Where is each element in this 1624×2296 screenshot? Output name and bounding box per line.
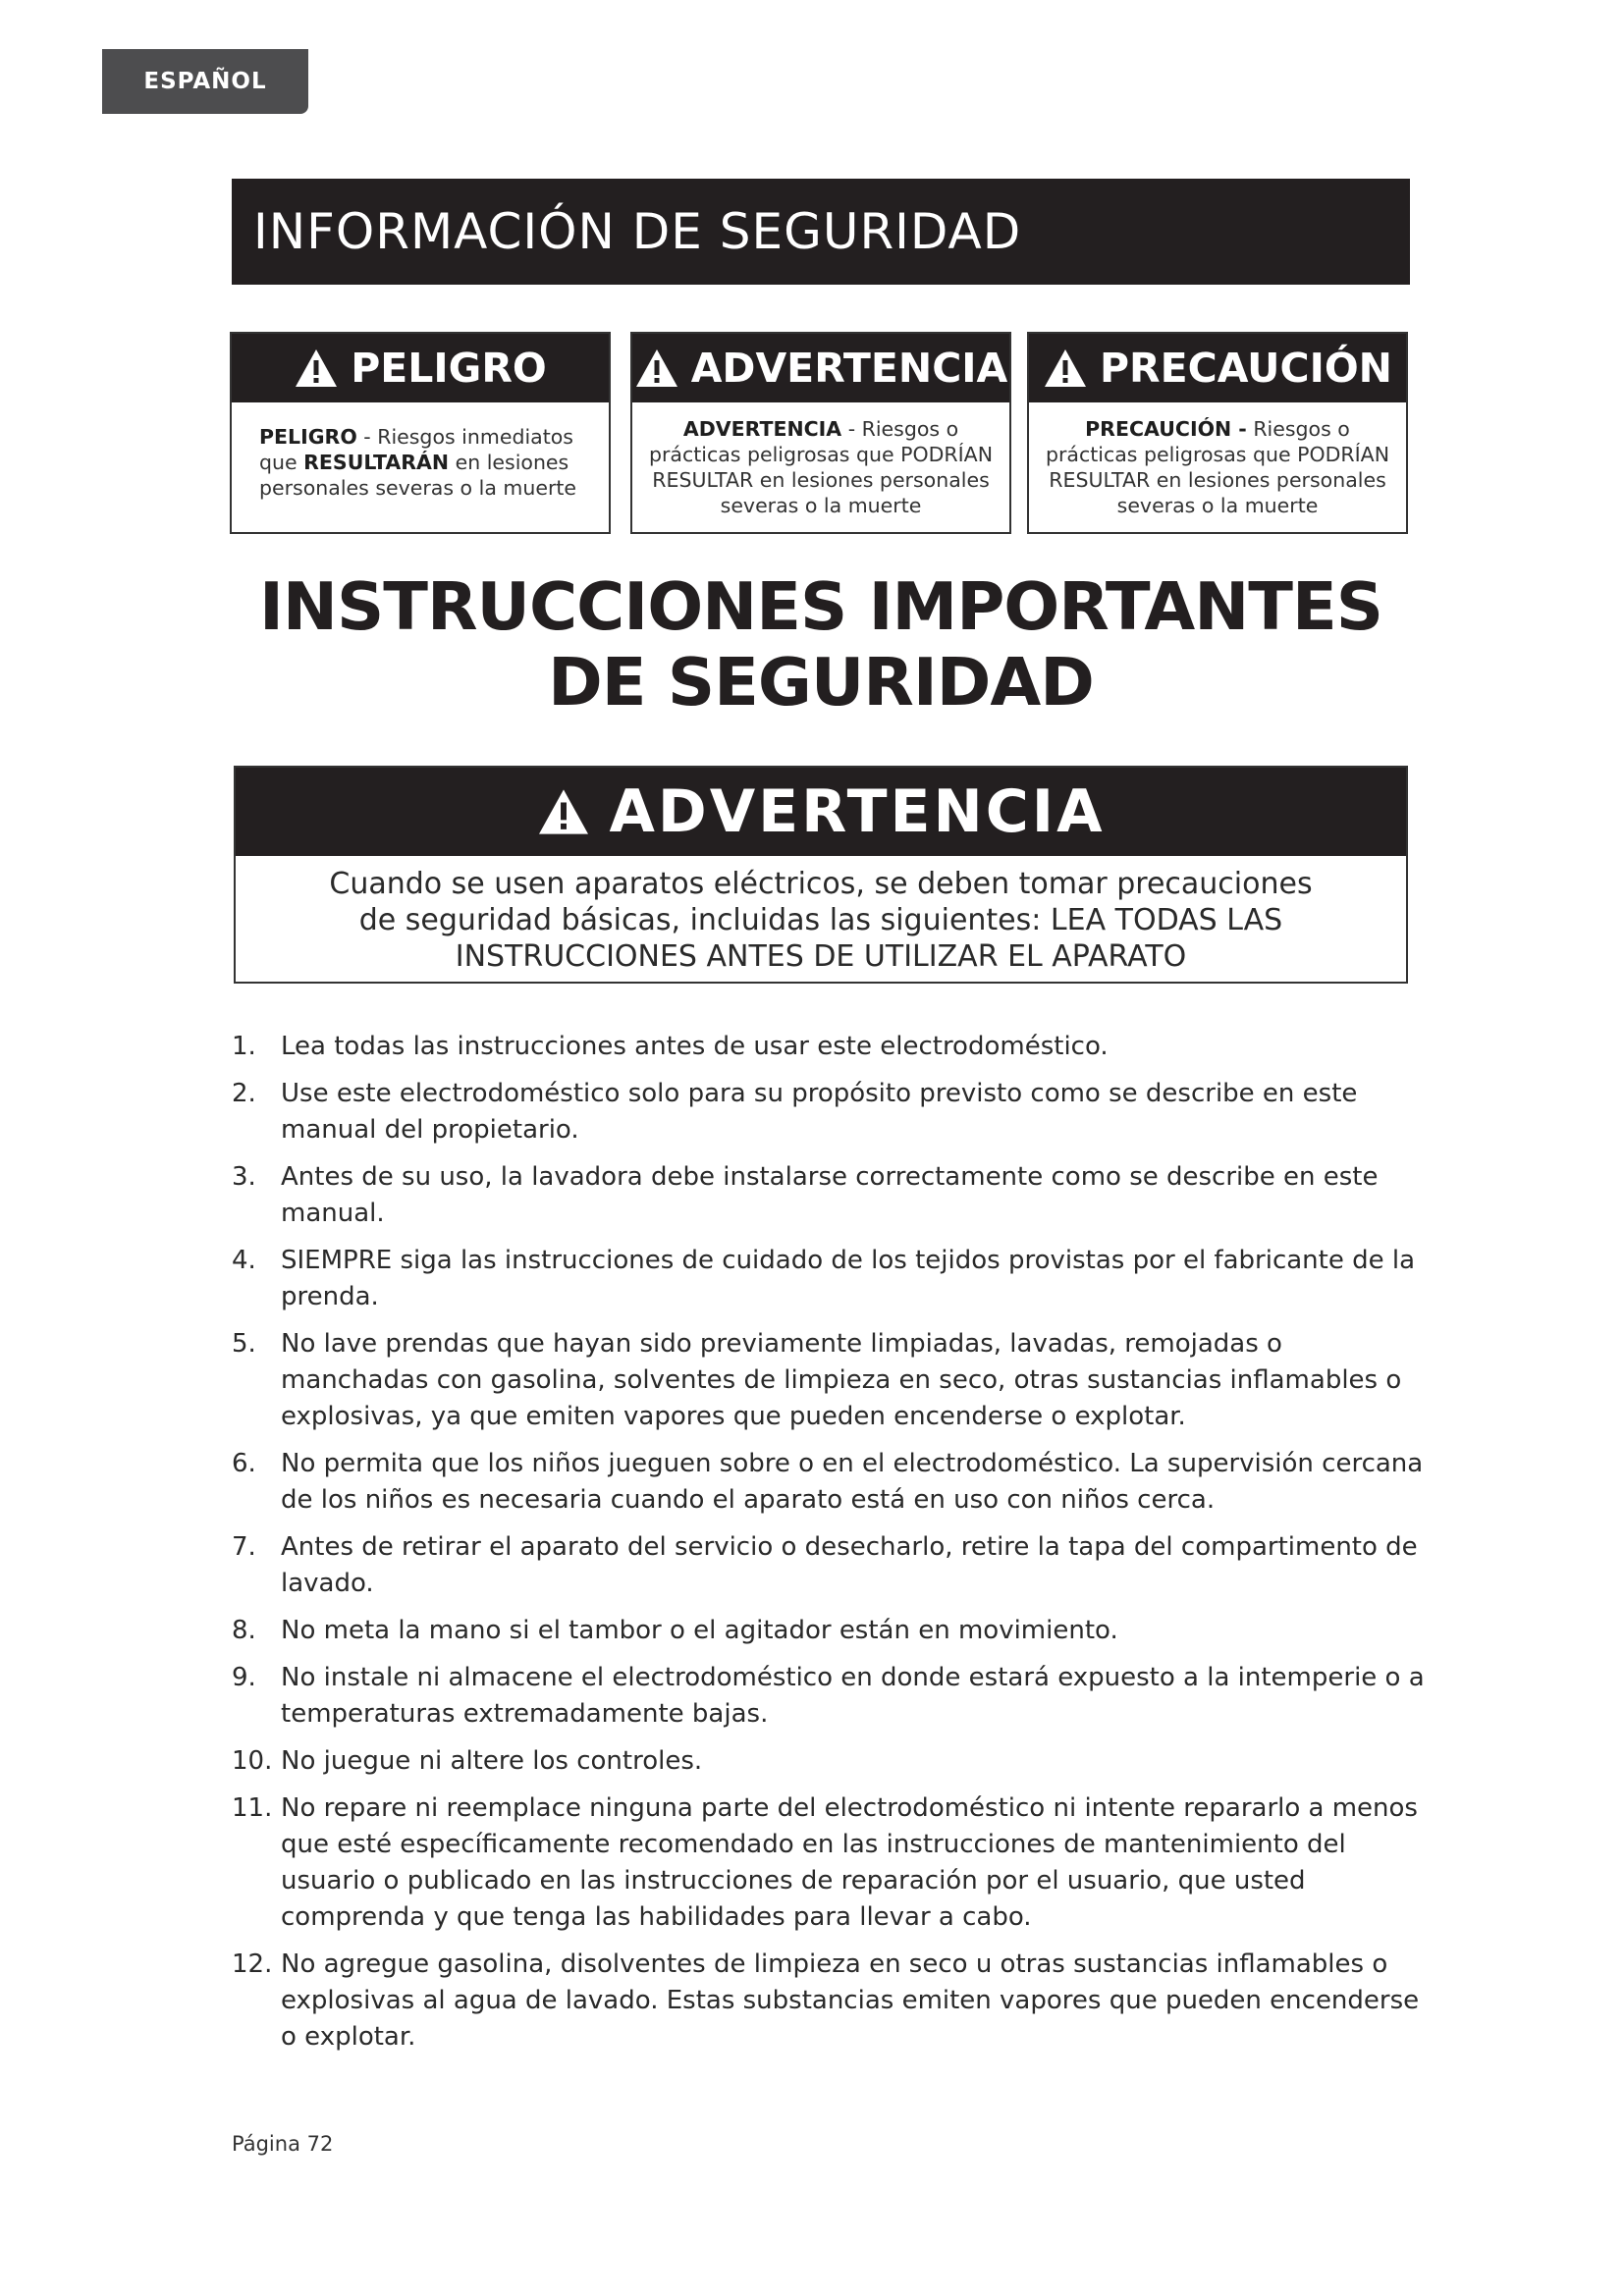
list-item: 12. No agregue gasolina, disolventes de limpieza en seco u otras sustancias inflamables o explosivas al agua de lavado. Estas substancias emiten vapores que pueden encenderse o explotar. <box>232 1949 1420 2052</box>
signal-box-description: PRECAUCIÓN - Riesgos o prácticas peligrosas que PODRÍAN RESULTAR en lesiones personales severas o la muerte <box>1045 417 1390 517</box>
list-item: 8. No meta la mano si el tambor o el agitador están en movimiento. <box>232 1616 1118 1645</box>
signal-box-advertencia <box>630 332 1011 534</box>
signal-box-title: ADVERTENCIA <box>690 345 1008 392</box>
warning-panel-text: Cuando se usen aparatos eléctricos, se deben tomar precauciones de seguridad básicas, incluidas las siguientes: LEA TODAS LAS INSTRUCCIONES ANTES DE UTILIZAR EL APARATO <box>329 867 1313 974</box>
signal-box-title: PELIGRO <box>351 345 547 392</box>
warning-triangle-icon <box>634 347 679 389</box>
warning-panel <box>234 766 1408 984</box>
list-item: 1. Lea todas las instrucciones antes de usar este electrodoméstico. <box>232 1032 1109 1061</box>
list-item: 11. No repare ni reemplace ninguna parte del electrodoméstico ni intente repararlo a menos que esté específicamente recomendado en las instrucciones de mantenimiento del usuario o publicado en las instrucciones de reparación por el usuario, que usted comprenda y que tenga las habilidades para llevar a cabo. <box>232 1793 1418 1932</box>
signal-box-precaucion <box>1027 332 1408 534</box>
section-header <box>232 179 1410 285</box>
list-item: 4. SIEMPRE siga las instrucciones de cuidado de los tejidos provistas por el fabricante de la prenda. <box>232 1246 1416 1311</box>
signal-box-peligro <box>230 332 611 534</box>
signal-box-header <box>1029 334 1406 402</box>
list-item: 5. No lave prendas que hayan sido previamente limpiadas, lavadas, remojadas o manchadas con gasolina, solventes de limpieza en seco, otras sustancias inflamables o explosivas, ya que emiten vapores que pueden encenderse o explotar. <box>232 1329 1402 1431</box>
list-item: 3. Antes de su uso, la lavadora debe instalarse correctamente como se describe en este manual. <box>232 1162 1379 1228</box>
warning-triangle-icon <box>1043 347 1088 389</box>
list-item: 10. No juegue ni altere los controles. <box>232 1746 703 1776</box>
safety-rules-list <box>232 1029 1430 2066</box>
section-title: INFORMACIÓN DE SEGURIDAD <box>253 203 1022 260</box>
signal-box-description: ADVERTENCIA - Riesgos o prácticas peligrosas que PODRÍAN RESULTAR en lesiones personales severas o la muerte <box>648 417 994 517</box>
signal-box-description: PELIGRO - Riesgos inmediatos que RESULTARÁN en lesiones personales severas o la muerte <box>259 425 577 500</box>
signal-box-header <box>232 334 609 402</box>
list-item: 9. No instale ni almacene el electrodoméstico en donde estará expuesto a la intemperie o a temperaturas extremadamente bajas. <box>232 1663 1425 1729</box>
warning-triangle-icon <box>536 787 591 836</box>
page-number: Página 72 <box>232 2132 334 2156</box>
signal-box-header <box>632 334 1009 402</box>
list-item: 2. Use este electrodoméstico solo para su propósito previsto como se describe en este manual del propietario. <box>232 1079 1358 1145</box>
warning-panel-title: ADVERTENCIA <box>609 777 1106 846</box>
signal-box-title: PRECAUCIÓN <box>1100 345 1392 392</box>
list-item: 7. Antes de retirar el aparato del servicio o desecharlo, retire la tapa del compartimento de lavado. <box>232 1532 1418 1598</box>
list-item: 6. No permita que los niños jueguen sobre o en el electrodoméstico. La supervisión cercana de los niños es necesaria cuando el aparato está en uso con niños cerca. <box>232 1449 1424 1515</box>
language-tab: ESPAÑOL <box>102 49 308 114</box>
warning-panel-header <box>236 768 1406 856</box>
warning-triangle-icon <box>294 347 339 389</box>
page-title: INSTRUCCIONES IMPORTANTES DE SEGURIDAD <box>259 568 1382 721</box>
